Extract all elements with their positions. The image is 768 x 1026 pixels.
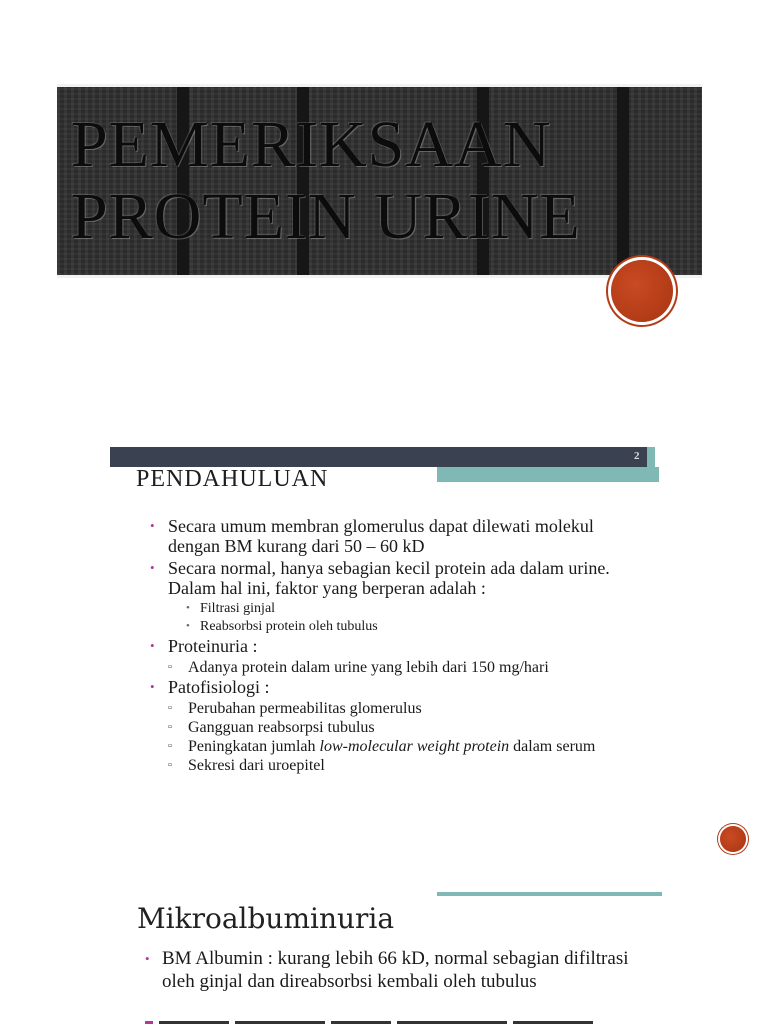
bullet-dot-icon: • [150, 638, 155, 653]
title-line-1: PEMERIKSAAN [71, 108, 552, 181]
bullet-dot-icon: • [150, 679, 155, 694]
bullet-item [150, 558, 630, 598]
sub-bullet-item [168, 737, 630, 756]
slide-header-bar [110, 447, 655, 467]
bullet-item [150, 677, 630, 697]
sub-bullet-item [168, 718, 630, 737]
bullet-dot-icon: • [145, 951, 150, 966]
bullet-text: Secara normal, hanya sebagian kecil protein ada dalam urine. Dalam hal ini, faktor yang berperan adalah : [168, 558, 610, 598]
square-bullet-icon: ▫ [168, 740, 172, 752]
bullet-text: BM Albumin : kurang lebih 66 kD, normal sebagian difiltrasi oleh ginjal dan direabsorbsi kembali oleh tubulus [162, 948, 629, 992]
bullet-text: Adanya protein dalam urine yang lebih dari 150 mg/hari [188, 659, 549, 676]
sub-bullet-item [168, 658, 630, 677]
bullet-text-emphasis: low-molecular weight protein [319, 738, 510, 755]
bullet-dot-icon: • [150, 560, 155, 575]
sub-bullet-item [168, 756, 630, 775]
bullet-text: Patofisiologi : [168, 677, 270, 697]
bullet-text: Secara umum membran glomerulus dapat dilewati molekul dengan BM kurang dari 50 – 60 kD [168, 516, 594, 556]
decorative-circle-icon [720, 826, 746, 852]
slide-number: 2 [634, 450, 640, 462]
bullet-text: Gangguan reabsorpsi tubulus [188, 719, 375, 736]
square-bullet-icon: ▫ [168, 702, 172, 714]
bullet-text-pre: Peningkatan jumlah [188, 738, 320, 755]
header-teal-band [437, 467, 659, 482]
title-banner [57, 84, 702, 278]
decorative-circle-icon [611, 260, 673, 322]
sub-bullet-item [168, 699, 630, 718]
bullet-text: Proteinuria : [168, 636, 258, 656]
cut-off-text [145, 1018, 625, 1026]
bullet-text: Perubahan permeabilitas glomerulus [188, 700, 422, 717]
square-bullet-icon: ▫ [168, 759, 172, 771]
bullet-text: Reabsorbsi protein oleh tubulus [200, 619, 378, 634]
bullet-text-post: dalam serum [509, 738, 596, 755]
bullet-text: Filtrasi ginjal [200, 601, 276, 616]
title-line-2: PROTEIN URINE [71, 180, 581, 253]
bullet-item [145, 947, 635, 993]
slide-title [71, 109, 692, 253]
slide-heading: PENDAHULUAN [136, 466, 329, 492]
sub-bullet-item [186, 600, 630, 618]
header-accent [647, 447, 655, 467]
slide-content [145, 947, 635, 995]
square-bullet-icon: ▫ [168, 721, 172, 733]
square-bullet-icon: ▫ [168, 661, 172, 673]
bullet-dot-icon: • [150, 518, 155, 533]
bullet-item [150, 636, 630, 656]
bullet-item [150, 516, 630, 556]
sub-bullet-item [186, 618, 630, 636]
bullet-text: Sekresi dari uroepitel [188, 757, 325, 774]
small-dot-icon: • [186, 602, 190, 614]
slide-content [150, 516, 630, 775]
small-dot-icon: • [186, 620, 190, 632]
header-teal-line [437, 892, 662, 896]
slide-heading: Mikroalbuminuria [137, 902, 395, 935]
